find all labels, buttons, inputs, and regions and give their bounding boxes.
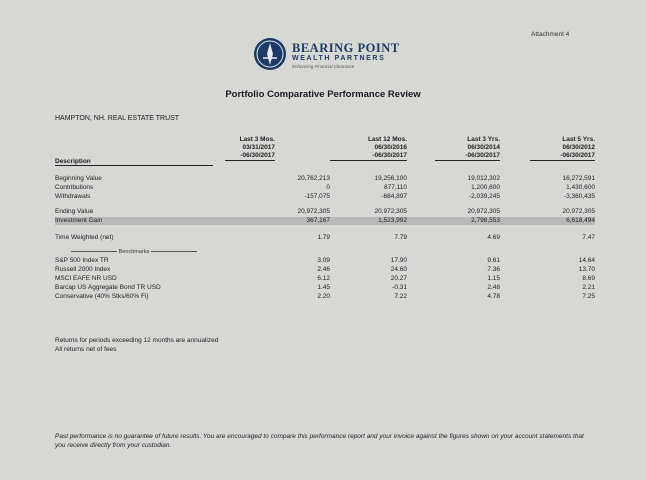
benchmark-row: MSCI EAFE NR USD 6.12 20.27 1.15 8.69 (55, 275, 595, 282)
table-row-highlighted: Investment Gain 367,167 1,523,992 2,798,553 6,618,494 (55, 217, 595, 224)
company-logo (254, 38, 414, 78)
benchmark-row: Conservative (40% Stks/60% Fi) 2.20 7.22 4.78 7.25 (55, 293, 595, 300)
logo-name: BEARING POINT (292, 41, 400, 55)
attachment-label: Attachment 4 (531, 31, 570, 38)
column-header-3mo: Last 3 Mos. 03/31/2017 -06/30/2017 (225, 136, 275, 161)
disclaimer: Past performance is no guarantee of future results. You are encouraged to compare this performance report and your invoice against the figures shown on your account statements that you receive directly from your custodian. (55, 433, 584, 449)
column-header-3yr: Last 3 Yrs. 06/30/2014 -06/30/2017 (435, 136, 500, 161)
column-header-5yr: Last 5 Yrs. 06/30/2012 -06/30/2017 (530, 136, 595, 161)
report-title: Portfolio Comparative Performance Review (225, 89, 421, 100)
table-row: Withdrawals -157,075 -684,897 -2,039,245 -3,360,435 (55, 193, 595, 200)
table-row: Contributions 0 877,110 1,200,600 1,430,600 (55, 184, 595, 191)
logo-subtitle: WEALTH PARTNERS (292, 55, 386, 62)
table-row: Ending Value 20,972,305 20,972,305 20,972,305 20,972,305 (55, 208, 595, 215)
compass-logo-icon (254, 38, 286, 70)
description-header: Description (55, 158, 213, 166)
account-name: HAMPTON, NH. REAL ESTATE TRUST (55, 115, 180, 122)
benchmark-row: S&P 500 Index TR 3.09 17.90 9.61 14.64 (55, 257, 595, 264)
annualized-note: Returns for periods exceeding 12 months are annualized (55, 337, 219, 344)
fees-note: All returns net of fees (55, 346, 117, 353)
benchmarks-divider: Benchmarks (55, 249, 213, 255)
table-row: Time Weighted (net) 1.79 7.79 4.69 7.47 (55, 234, 595, 241)
table-row: Beginning Value 20,762,213 19,256,100 19,012,302 16,272,591 (55, 175, 595, 182)
column-header-12mo: Last 12 Mos. 06/30/2016 -06/30/2017 (330, 136, 407, 161)
benchmark-row: Barcap US Aggregate Bond TR USD 1.45 -0.31 2.48 2.21 (55, 284, 595, 291)
logo-tagline: Enhancing Financial Clearance (292, 64, 355, 69)
benchmark-row: Russell 2000 Index 2.46 24.60 7.36 13.70 (55, 266, 595, 273)
